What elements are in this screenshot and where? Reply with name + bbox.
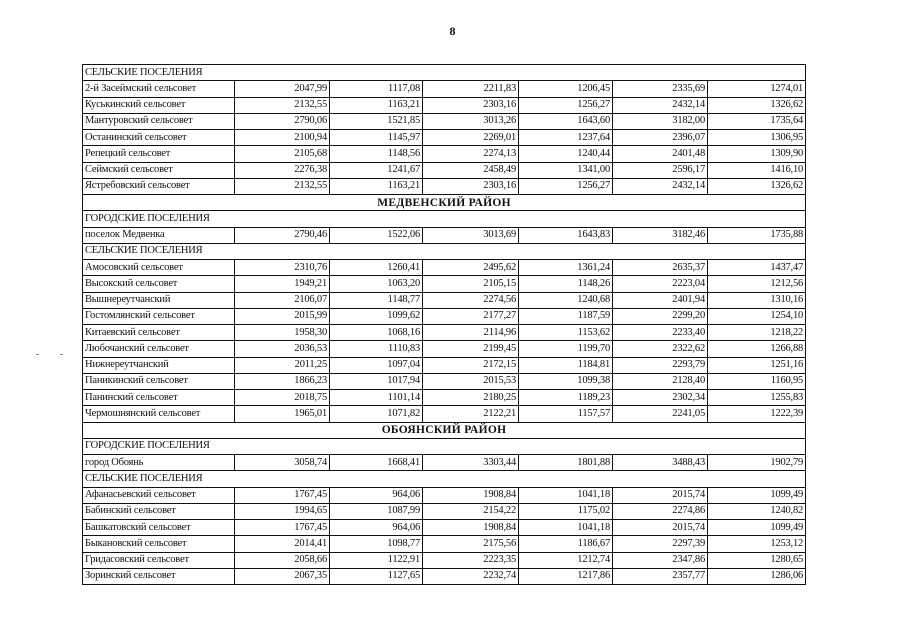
value-cell: 3058,74 — [235, 455, 330, 471]
settlement-name: поселок Медвенка — [83, 227, 235, 243]
value-cell: 2401,94 — [613, 292, 708, 308]
table-row — [83, 341, 806, 357]
value-cell: 1087,99 — [330, 503, 423, 519]
table-row — [83, 130, 806, 146]
value-cell: 2233,40 — [613, 325, 708, 341]
value-cell: 1127,65 — [330, 568, 423, 584]
value-cell: 1099,38 — [519, 373, 613, 389]
section-title: ГОРОДСКИЕ ПОСЕЛЕНИЯ — [83, 438, 806, 454]
district-title: МЕДВЕНСКИЙ РАЙОН — [83, 195, 806, 211]
value-cell: 1309,90 — [708, 146, 806, 162]
section-title: ГОРОДСКИЕ ПОСЕЛЕНИЯ — [83, 211, 806, 227]
value-cell: 1949,21 — [235, 276, 330, 292]
value-cell: 2299,20 — [613, 308, 708, 324]
table-row — [83, 373, 806, 389]
value-cell: 1187,59 — [519, 308, 613, 324]
settlement-name: Куськинский сельсовет — [83, 97, 235, 113]
value-cell: 1117,08 — [330, 81, 423, 97]
value-cell: 1255,83 — [708, 390, 806, 406]
value-cell: 2015,74 — [613, 487, 708, 503]
value-cell: 1099,49 — [708, 487, 806, 503]
value-cell: 1240,82 — [708, 503, 806, 519]
value-cell: 1217,86 — [519, 568, 613, 584]
value-cell: 1163,21 — [330, 178, 423, 194]
value-cell: 1902,79 — [708, 455, 806, 471]
value-cell: 2293,79 — [613, 357, 708, 373]
settlement-name: город Обоянь — [83, 455, 235, 471]
value-cell: 1310,16 — [708, 292, 806, 308]
value-cell: 1184,81 — [519, 357, 613, 373]
settlement-name: Останинский сельсовет — [83, 130, 235, 146]
value-cell: 1908,84 — [423, 520, 519, 536]
value-cell: 3303,44 — [423, 455, 519, 471]
settlement-name: Зоринский сельсовет — [83, 568, 235, 584]
value-cell: 2036,53 — [235, 341, 330, 357]
value-cell: 2274,13 — [423, 146, 519, 162]
value-cell: 1361,24 — [519, 260, 613, 276]
value-cell: 2105,15 — [423, 276, 519, 292]
value-cell: 1017,94 — [330, 373, 423, 389]
settlement-name: Быкановский сельсовет — [83, 536, 235, 552]
table-row — [83, 503, 806, 519]
value-cell: 1063,20 — [330, 276, 423, 292]
value-cell: 2172,15 — [423, 357, 519, 373]
value-cell: 2274,86 — [613, 503, 708, 519]
value-cell: 1206,45 — [519, 81, 613, 97]
value-cell: 2357,77 — [613, 568, 708, 584]
value-cell: 2015,74 — [613, 520, 708, 536]
value-cell: 1266,88 — [708, 341, 806, 357]
section-header-row — [83, 438, 806, 454]
settlement-name: Китаевский сельсовет — [83, 325, 235, 341]
settlement-name: Бабинский сельсовет — [83, 503, 235, 519]
value-cell: 1668,41 — [330, 455, 423, 471]
value-cell: 1241,67 — [330, 162, 423, 178]
settlement-name: Репецкий сельсовет — [83, 146, 235, 162]
value-cell: 1256,27 — [519, 97, 613, 113]
table-row — [83, 81, 806, 97]
value-cell: 1041,18 — [519, 520, 613, 536]
settlement-name: Гостомлянский сельсовет — [83, 308, 235, 324]
value-cell: 2241,05 — [613, 406, 708, 422]
value-cell: 3488,43 — [613, 455, 708, 471]
value-cell: 2458,49 — [423, 162, 519, 178]
value-cell: 2303,16 — [423, 97, 519, 113]
value-cell: 1098,77 — [330, 536, 423, 552]
value-cell: 2276,38 — [235, 162, 330, 178]
value-cell: 1437,47 — [708, 260, 806, 276]
value-cell: 1326,62 — [708, 97, 806, 113]
table-row — [83, 552, 806, 568]
settlement-name: Амосовский сельсовет — [83, 260, 235, 276]
value-cell: 1212,74 — [519, 552, 613, 568]
settlement-name: Вышнереутчанский — [83, 292, 235, 308]
value-cell: 2114,96 — [423, 325, 519, 341]
value-cell: 2596,17 — [613, 162, 708, 178]
value-cell: 2303,16 — [423, 178, 519, 194]
table-row — [83, 357, 806, 373]
value-cell: 1253,12 — [708, 536, 806, 552]
value-cell: 1148,56 — [330, 146, 423, 162]
value-cell: 1218,22 — [708, 325, 806, 341]
value-cell: 2177,27 — [423, 308, 519, 324]
settlement-name: Башкатовский сельсовет — [83, 520, 235, 536]
table-row — [83, 178, 806, 194]
settlement-name: Афанасьевский сельсовет — [83, 487, 235, 503]
settlement-name: Паникинский сельсовет — [83, 373, 235, 389]
section-header-row — [83, 243, 806, 259]
section-header-row — [83, 65, 806, 81]
value-cell: 2223,04 — [613, 276, 708, 292]
value-cell: 1148,77 — [330, 292, 423, 308]
table-row — [83, 308, 806, 324]
value-cell: 1163,21 — [330, 97, 423, 113]
value-cell: 1643,60 — [519, 113, 613, 129]
table-row — [83, 390, 806, 406]
value-cell: 2232,74 — [423, 568, 519, 584]
value-cell: 2015,53 — [423, 373, 519, 389]
margin-mark — [60, 354, 63, 355]
value-cell: 2335,69 — [613, 81, 708, 97]
tariff-table-body — [83, 65, 806, 585]
value-cell: 2105,68 — [235, 146, 330, 162]
value-cell: 2128,40 — [613, 373, 708, 389]
value-cell: 1286,06 — [708, 568, 806, 584]
value-cell: 1153,62 — [519, 325, 613, 341]
value-cell: 2269,01 — [423, 130, 519, 146]
value-cell: 2106,07 — [235, 292, 330, 308]
value-cell: 2432,14 — [613, 178, 708, 194]
value-cell: 2635,37 — [613, 260, 708, 276]
value-cell: 2297,39 — [613, 536, 708, 552]
value-cell: 1157,57 — [519, 406, 613, 422]
value-cell: 1280,65 — [708, 552, 806, 568]
table-row — [83, 146, 806, 162]
value-cell: 3013,26 — [423, 113, 519, 129]
table-row — [83, 97, 806, 113]
value-cell: 3013,69 — [423, 227, 519, 243]
value-cell: 1101,14 — [330, 390, 423, 406]
value-cell: 2432,14 — [613, 97, 708, 113]
table-row — [83, 455, 806, 471]
value-cell: 1160,95 — [708, 373, 806, 389]
value-cell: 1240,44 — [519, 146, 613, 162]
value-cell: 1122,91 — [330, 552, 423, 568]
value-cell: 1097,04 — [330, 357, 423, 373]
value-cell: 2302,34 — [613, 390, 708, 406]
settlement-name: Мантуровский сельсовет — [83, 113, 235, 129]
value-cell: 1175,02 — [519, 503, 613, 519]
district-title: ОБОЯНСКИЙ РАЙОН — [83, 422, 806, 438]
value-cell: 1416,10 — [708, 162, 806, 178]
value-cell: 1189,23 — [519, 390, 613, 406]
value-cell: 1256,27 — [519, 178, 613, 194]
value-cell: 2322,62 — [613, 341, 708, 357]
value-cell: 1767,45 — [235, 520, 330, 536]
value-cell: 1735,88 — [708, 227, 806, 243]
value-cell: 1521,85 — [330, 113, 423, 129]
value-cell: 2396,07 — [613, 130, 708, 146]
value-cell: 2790,46 — [235, 227, 330, 243]
value-cell: 1274,01 — [708, 81, 806, 97]
value-cell: 1068,16 — [330, 325, 423, 341]
table-row — [83, 406, 806, 422]
value-cell: 2067,35 — [235, 568, 330, 584]
table-row — [83, 536, 806, 552]
settlement-name: Чермошнянский сельсовет — [83, 406, 235, 422]
settlement-name: Панинский сельсовет — [83, 390, 235, 406]
value-cell: 1222,39 — [708, 406, 806, 422]
settlement-name: Нижнереутчанский — [83, 357, 235, 373]
value-cell: 1801,88 — [519, 455, 613, 471]
value-cell: 1240,68 — [519, 292, 613, 308]
value-cell: 1212,56 — [708, 276, 806, 292]
value-cell: 1148,26 — [519, 276, 613, 292]
table-row — [83, 325, 806, 341]
value-cell: 2223,35 — [423, 552, 519, 568]
district-header-row — [83, 195, 806, 211]
value-cell: 2199,45 — [423, 341, 519, 357]
value-cell: 1260,41 — [330, 260, 423, 276]
section-title: СЕЛЬСКИЕ ПОСЕЛЕНИЯ — [83, 243, 806, 259]
value-cell: 1254,10 — [708, 308, 806, 324]
value-cell: 1767,45 — [235, 487, 330, 503]
value-cell: 1306,95 — [708, 130, 806, 146]
settlement-name: Высокский сельсовет — [83, 276, 235, 292]
value-cell: 2310,76 — [235, 260, 330, 276]
settlement-name: 2-й Засеймский сельсовет — [83, 81, 235, 97]
table-row — [83, 162, 806, 178]
value-cell: 964,06 — [330, 487, 423, 503]
value-cell: 2011,25 — [235, 357, 330, 373]
table-row — [83, 520, 806, 536]
value-cell: 2018,75 — [235, 390, 330, 406]
value-cell: 1326,62 — [708, 178, 806, 194]
section-title: СЕЛЬСКИЕ ПОСЕЛЕНИЯ — [83, 65, 806, 81]
value-cell: 3182,46 — [613, 227, 708, 243]
value-cell: 1110,83 — [330, 341, 423, 357]
value-cell: 1099,62 — [330, 308, 423, 324]
value-cell: 2015,99 — [235, 308, 330, 324]
value-cell: 1994,65 — [235, 503, 330, 519]
table-row — [83, 113, 806, 129]
value-cell: 2180,25 — [423, 390, 519, 406]
value-cell: 2211,83 — [423, 81, 519, 97]
value-cell: 2047,99 — [235, 81, 330, 97]
tariff-table — [82, 64, 806, 585]
value-cell: 1866,23 — [235, 373, 330, 389]
value-cell: 1735,64 — [708, 113, 806, 129]
table-row — [83, 260, 806, 276]
table-row — [83, 568, 806, 584]
value-cell: 2132,55 — [235, 97, 330, 113]
settlement-name: Ястребовский сельсовет — [83, 178, 235, 194]
value-cell: 2122,21 — [423, 406, 519, 422]
section-header-row — [83, 211, 806, 227]
value-cell: 964,06 — [330, 520, 423, 536]
value-cell: 1237,64 — [519, 130, 613, 146]
table-row — [83, 276, 806, 292]
section-header-row — [83, 471, 806, 487]
settlement-name: Любочанский сельсовет — [83, 341, 235, 357]
table-row — [83, 487, 806, 503]
margin-mark — [36, 354, 39, 355]
value-cell: 2175,56 — [423, 536, 519, 552]
value-cell: 2058,66 — [235, 552, 330, 568]
value-cell: 1145,97 — [330, 130, 423, 146]
value-cell: 1643,83 — [519, 227, 613, 243]
value-cell: 2495,62 — [423, 260, 519, 276]
value-cell: 1251,16 — [708, 357, 806, 373]
value-cell: 1199,70 — [519, 341, 613, 357]
settlement-name: Гридасовский сельсовет — [83, 552, 235, 568]
value-cell: 1071,82 — [330, 406, 423, 422]
value-cell: 2790,06 — [235, 113, 330, 129]
table-row — [83, 292, 806, 308]
settlement-name: Сеймский сельсовет — [83, 162, 235, 178]
value-cell: 2132,55 — [235, 178, 330, 194]
value-cell: 1965,01 — [235, 406, 330, 422]
page-number: 8 — [449, 24, 456, 38]
value-cell: 1908,84 — [423, 487, 519, 503]
value-cell: 2274,56 — [423, 292, 519, 308]
value-cell: 1186,67 — [519, 536, 613, 552]
value-cell: 2154,22 — [423, 503, 519, 519]
value-cell: 1958,30 — [235, 325, 330, 341]
table-row — [83, 227, 806, 243]
value-cell: 3182,00 — [613, 113, 708, 129]
value-cell: 2401,48 — [613, 146, 708, 162]
value-cell: 1341,00 — [519, 162, 613, 178]
section-title: СЕЛЬСКИЕ ПОСЕЛЕНИЯ — [83, 471, 806, 487]
value-cell: 1099,49 — [708, 520, 806, 536]
value-cell: 2100,94 — [235, 130, 330, 146]
value-cell: 1041,18 — [519, 487, 613, 503]
value-cell: 2014,41 — [235, 536, 330, 552]
value-cell: 2347,86 — [613, 552, 708, 568]
value-cell: 1522,06 — [330, 227, 423, 243]
district-header-row — [83, 422, 806, 438]
